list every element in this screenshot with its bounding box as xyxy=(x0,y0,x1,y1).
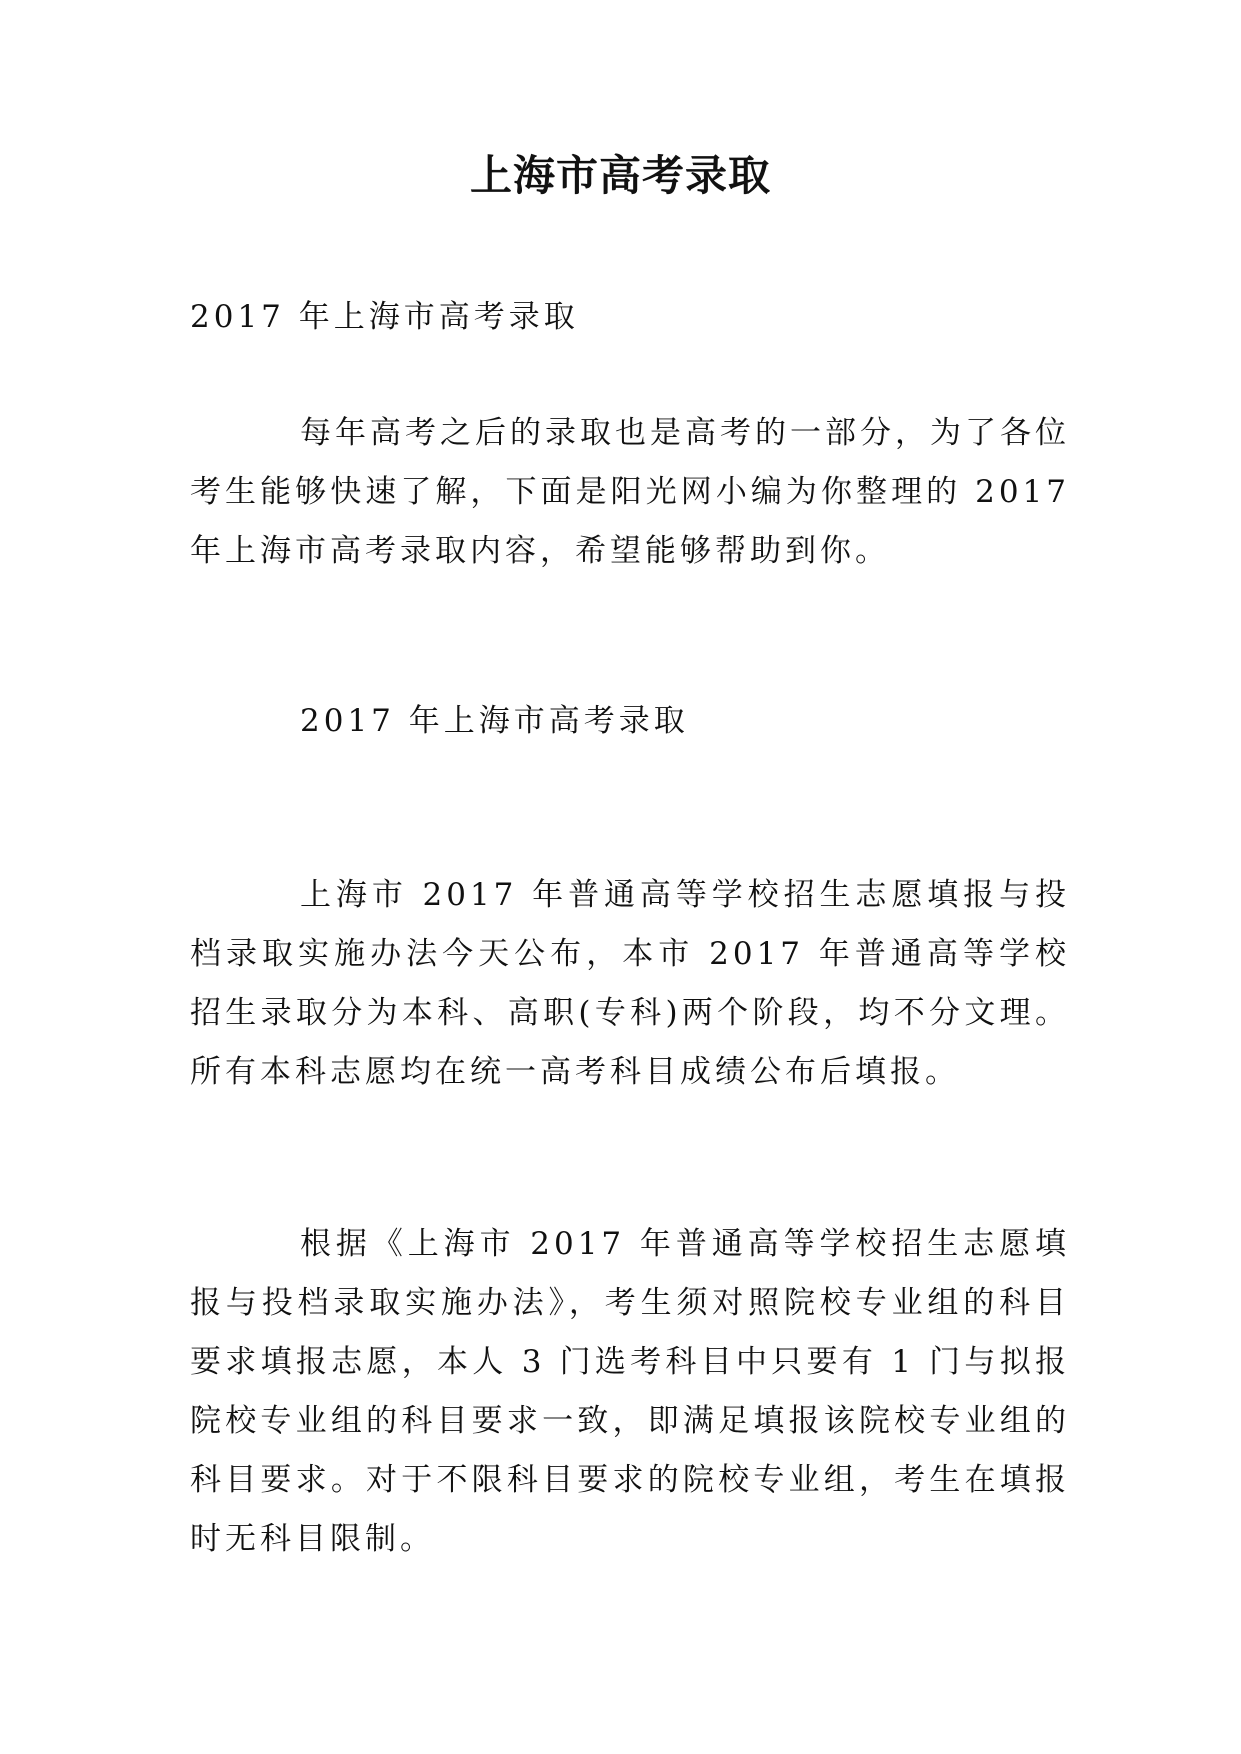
body-paragraph-2: 根据《上海市 2017 年普通高等学校招生志愿填报与投档录取实施办法》，考生须对照院校专业组的科目要求填报志愿，本人 3 门选考科目中只要有 1 门与拟报院校专业组的科目要求一致，即满足填报该院校专业组的科目要求。对于不限科目要求的院校专业组，考生在填报时无科目限制。 xyxy=(190,1226,1070,1557)
body-paragraph-1: 上海市 2017 年普通高等学校招生志愿填报与投档录取实施办法今天公布，本市 2017 年普通高等学校招生录取分为本科、高职(专科)两个阶段，均不分文理。所有本科志愿均在统一高考科目成绩公布后填报。 xyxy=(190,877,1070,1090)
intro-paragraph: 每年高考之后的录取也是高考的一部分，为了各位考生能够快速了解，下面是阳光网小编为你整理的 2017 年上海市高考录取内容，希望能够帮助到你。 xyxy=(190,415,1070,569)
section-heading: 2017 年上海市高考录取 xyxy=(300,703,689,739)
document-title: 上海市高考录取 xyxy=(469,151,771,200)
document-heading: 2017 年上海市高考录取 xyxy=(190,299,579,335)
